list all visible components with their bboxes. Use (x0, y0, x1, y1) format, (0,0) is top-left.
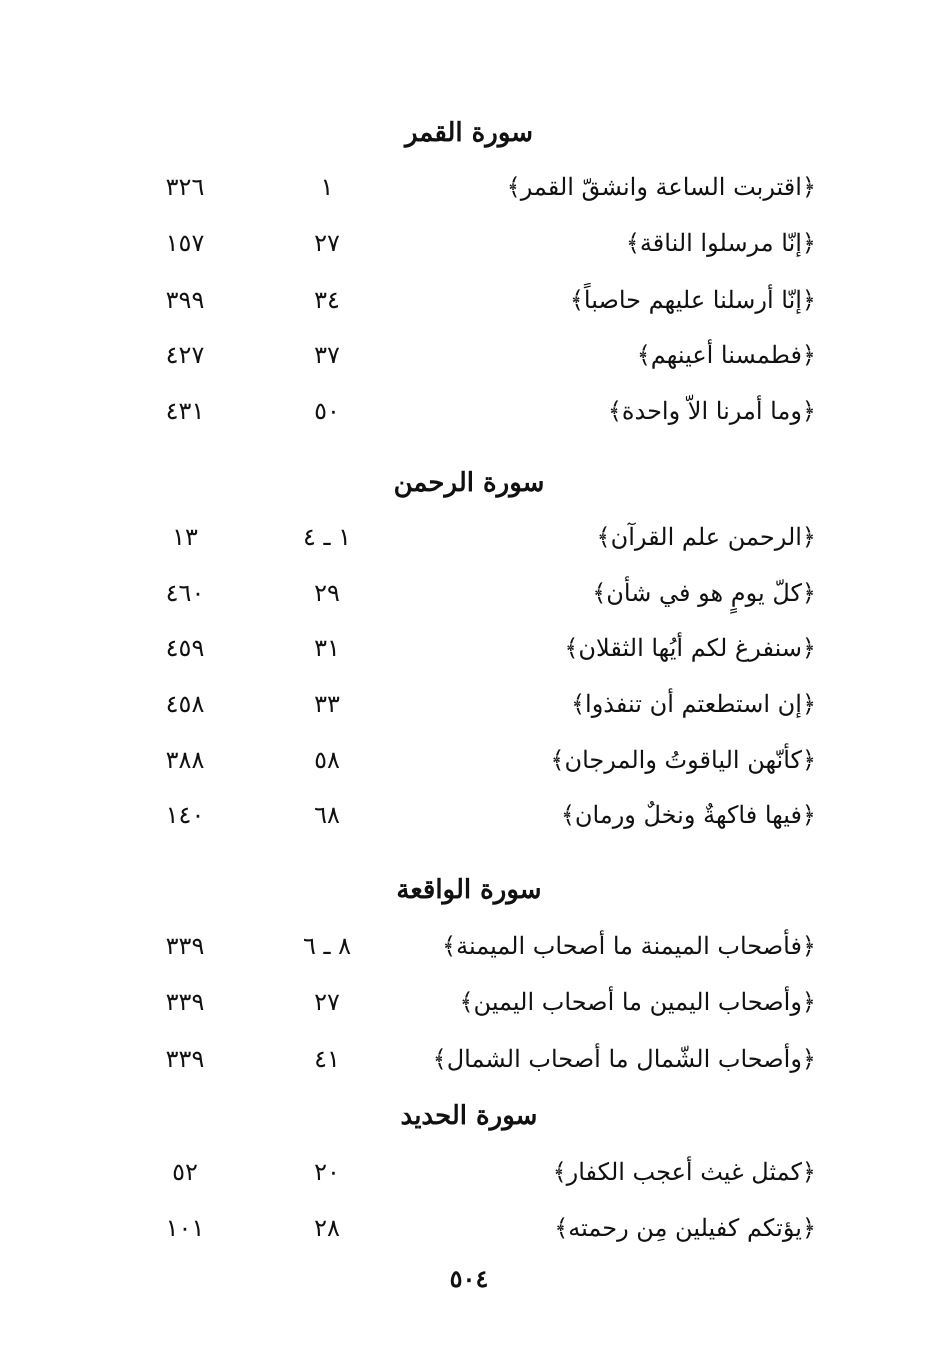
verse-text: ﴿وما أمرنا الاّ واحدة﴾ (607, 397, 816, 425)
verse-text: ﴿فأصحاب الميمنة ما أصحاب الميمنة﴾ (442, 932, 816, 960)
page-reference: ١٤٠ (165, 801, 205, 829)
page-number: ٥٠٤ (449, 1264, 489, 1293)
verse-text: ﴿كأنّهن الياقوتُ والمرجان﴾ (550, 746, 816, 774)
page-reference: ١٠١ (165, 1214, 205, 1242)
ayah-number: ٨ ـ ٦ (302, 932, 352, 960)
ayah-number: ٣٤ (314, 286, 340, 314)
verse-text: ﴿إنّا أرسلنا عليهم حاصباً﴾ (569, 286, 816, 314)
section-heading-waqiah: سورة الواقعة (396, 875, 542, 905)
table-row (0, 926, 938, 966)
verse-text: ﴿إنّا مرسلوا الناقة﴾ (625, 229, 816, 257)
ayah-number: ٥٨ (314, 746, 340, 774)
verse-text: ﴿سنفرغ لكم أيُها الثقلان﴾ (564, 634, 816, 662)
page-reference: ٥٢ (172, 1158, 198, 1186)
section-heading-qamar: سورة القمر (404, 118, 534, 148)
verse-text: ﴿إن استطعتم أن تنفذوا﴾ (570, 690, 816, 718)
table-row (0, 795, 938, 835)
ayah-number: ٤١ (314, 1045, 340, 1073)
table-row (0, 740, 938, 780)
table-row (0, 1208, 938, 1248)
ayah-number: ٥٠ (314, 397, 340, 425)
verse-text: ﴿فيها فاكهةٌ ونخلٌ ورمان﴾ (560, 801, 816, 829)
ayah-number: ٣٧ (314, 341, 340, 369)
ayah-number: ٢٧ (314, 229, 340, 257)
page-reference: ٤٢٧ (165, 341, 205, 369)
table-row (0, 391, 938, 431)
ayah-number: ١ ـ ٤ (302, 523, 352, 551)
table-row (0, 517, 938, 557)
page-reference: ٤٥٩ (165, 634, 205, 662)
page-reference: ٣٨٨ (165, 746, 205, 774)
verse-text: ﴿اقتربت الساعة وانشقّ القمر﴾ (506, 173, 816, 201)
verse-text: ﴿وأصحاب اليمين ما أصحاب اليمين﴾ (459, 988, 816, 1016)
table-row (0, 223, 938, 263)
ayah-number: ٢٠ (314, 1158, 340, 1186)
verse-text: ﴿الرحمن علم القرآن﴾ (596, 523, 816, 551)
table-row (0, 573, 938, 613)
table-row (0, 280, 938, 320)
page-reference: ٤٥٨ (165, 690, 205, 718)
table-row (0, 335, 938, 375)
page-reference: ٤٣١ (165, 397, 205, 425)
section-heading-hadid: سورة الحديد (400, 1101, 538, 1131)
ayah-number: ٢٧ (314, 988, 340, 1016)
page-reference: ٣٩٩ (165, 286, 205, 314)
table-row (0, 167, 938, 207)
ayah-number: ٦٨ (314, 801, 340, 829)
page-reference: ٣٣٩ (165, 1045, 205, 1073)
table-row (0, 628, 938, 668)
table-row (0, 684, 938, 724)
page-reference: ٣٣٩ (165, 988, 205, 1016)
verse-text: ﴿يؤتكم كفيلين مِن رحمته﴾ (554, 1214, 816, 1242)
ayah-number: ٢٨ (314, 1214, 340, 1242)
page-reference: ١٥٧ (165, 229, 205, 257)
ayah-number: ٢٩ (314, 579, 340, 607)
verse-text: ﴿فطمسنا أعينهم﴾ (636, 341, 816, 369)
page-reference: ٤٦٠ (165, 579, 205, 607)
section-heading-rahman: سورة الرحمن (393, 468, 545, 498)
table-row (0, 1152, 938, 1192)
table-row (0, 1039, 938, 1079)
ayah-number: ٣٣ (314, 690, 340, 718)
ayah-number: ١ (320, 173, 334, 201)
page-reference: ١٣ (172, 523, 198, 551)
page-reference: ٣٢٦ (165, 173, 205, 201)
verse-text: ﴿كمثل غيث أعجب الكفار﴾ (552, 1158, 816, 1186)
table-row (0, 982, 938, 1022)
page-reference: ٣٣٩ (165, 932, 205, 960)
verse-text: ﴿وأصحاب الشّمال ما أصحاب الشمال﴾ (432, 1045, 816, 1073)
verse-text: ﴿كلّ يومٍ هو في شأن﴾ (592, 579, 816, 607)
ayah-number: ٣١ (314, 634, 340, 662)
